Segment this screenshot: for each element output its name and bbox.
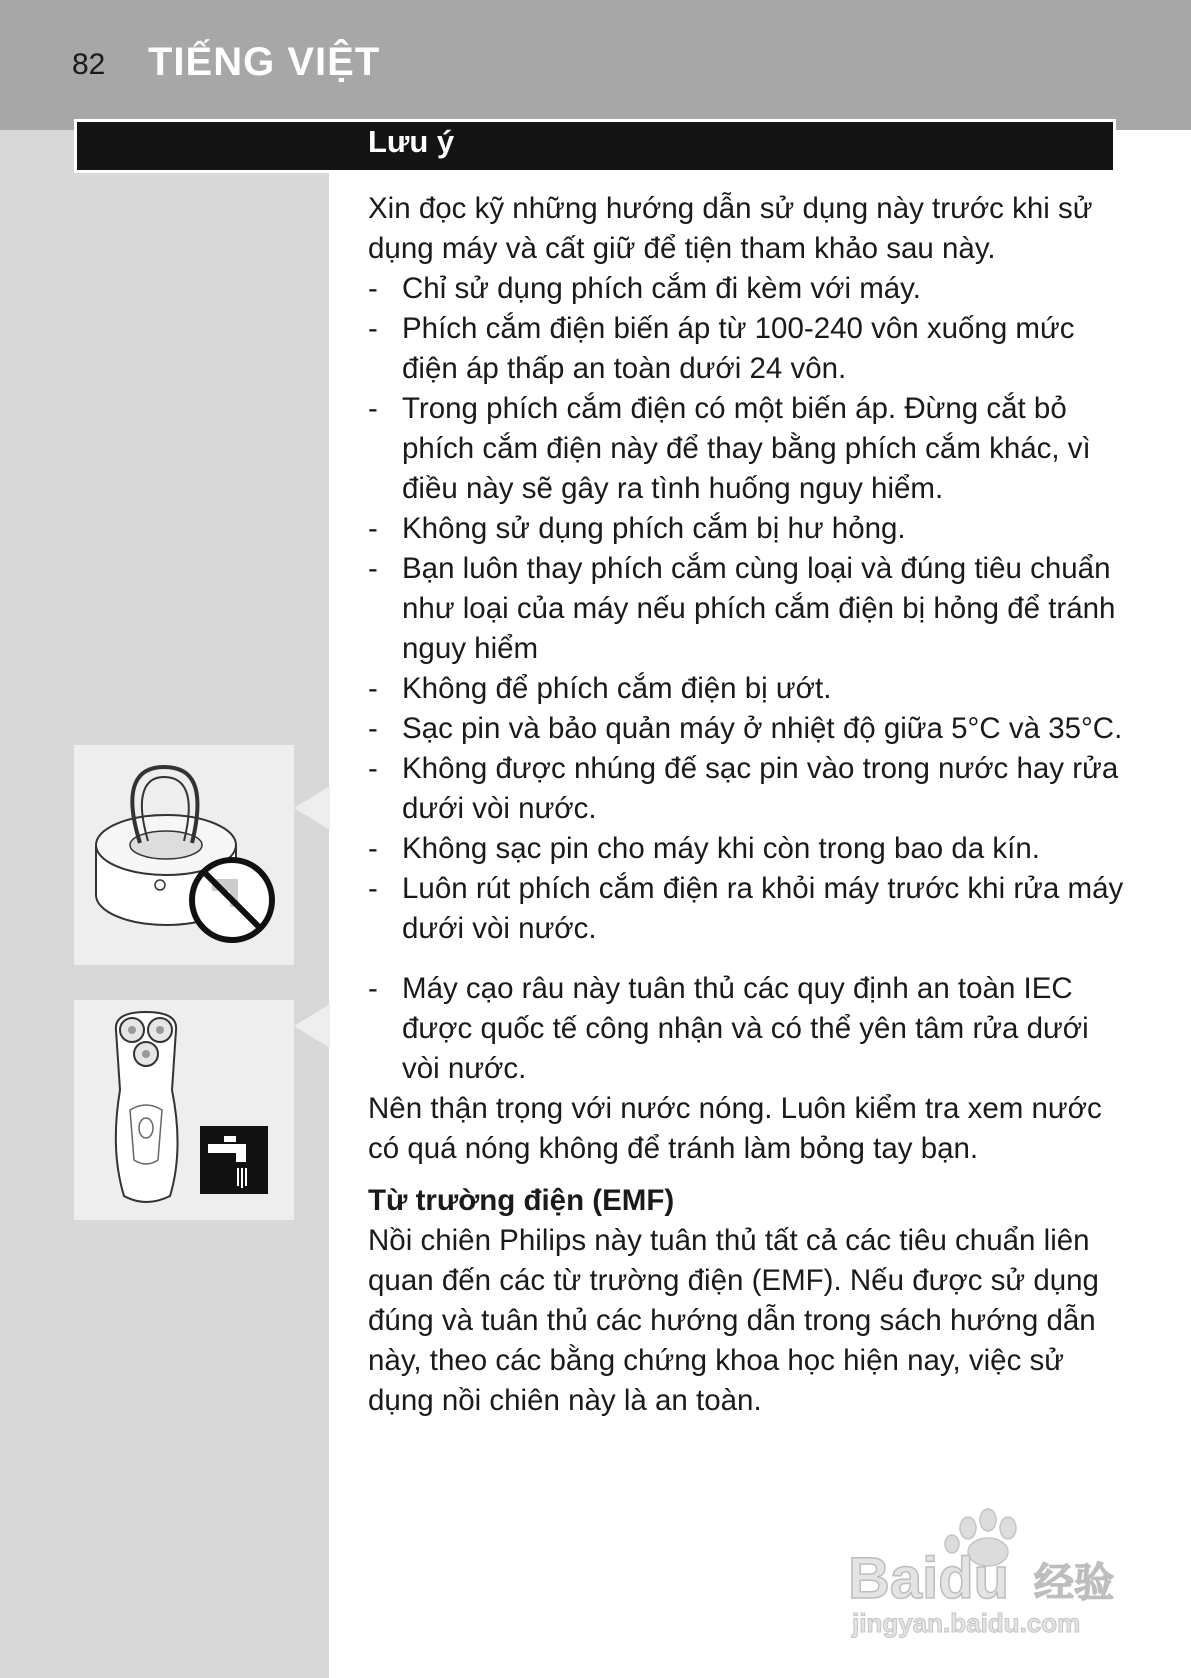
list-item: - Không để phích cắm điện bị ướt.: [368, 669, 1128, 709]
emf-paragraph: Nồi chiên Philips này tuân thủ tất cả các tiêu chuẩn liên quan đến các từ trường điện (EMF). Nếu được sử dụng đúng và tuân thủ các hướng dẫn trong sách hướng dẫn này, theo các bằng chứng khoa học hiện nay, việc sử dụng nồi chiên này là an toàn.: [368, 1224, 1099, 1417]
main-text: [368, 189, 1128, 1421]
list-item: - Máy cạo râu này tuân thủ các quy định an toàn IEC được quốc tế công nhận và có thể yên tâm rửa dưới vòi nước.: [368, 969, 1128, 1089]
list-item: - Sạc pin và bảo quản máy ở nhiệt độ giữa 5°C và 35°C.: [368, 709, 1128, 749]
list-item: - Không sử dụng phích cắm bị hư hỏng.: [368, 509, 1128, 549]
intro-paragraph: Xin đọc kỹ những hướng dẫn sử dụng này trước khi sử dụng máy và cất giữ để tiện tham khảo sau này.: [368, 192, 1093, 265]
shaver-washable-illustration: [74, 1000, 294, 1220]
tap-water-icon: [200, 1126, 268, 1194]
spacer: [368, 1169, 1128, 1181]
figure-charger-no-water: [74, 745, 294, 965]
no-water-icon: [192, 860, 272, 940]
list-item: - Phích cắm điện biến áp từ 100-240 vôn xuống mức điện áp thấp an toàn dưới 24 vôn.: [368, 309, 1128, 389]
list-item: - Trong phích cắm điện có một biến áp. Đừng cắt bỏ phích cắm điện này để thay bằng phích cắm khác, vì điều này sẽ gây ra tình huống nguy hiểm.: [368, 389, 1128, 509]
watermark-brand: Baidu: [848, 1546, 1010, 1611]
watermark-url: jingyan.baidu.com: [852, 1608, 1081, 1638]
emf-heading: Từ trường điện (EMF): [368, 1184, 675, 1217]
baidu-watermark: [848, 1500, 1138, 1640]
safety-list: [368, 269, 1128, 949]
watermark-cn: 经验: [1034, 1560, 1114, 1606]
page-number: 82: [72, 48, 106, 81]
figure-pointer: [294, 786, 330, 830]
list-item: - Không được nhúng đế sạc pin vào trong nước hay rửa dưới vòi nước.: [368, 749, 1128, 829]
figure-shaver-washable: [74, 1000, 294, 1220]
list-item: - Chỉ sử dụng phích cắm đi kèm với máy.: [368, 269, 1128, 309]
hot-water-note: Nên thận trọng với nước nóng. Luôn kiểm tra xem nước có quá nóng không để tránh làm bỏng tay bạn.: [368, 1092, 1102, 1165]
list-item: - Bạn luôn thay phích cắm cùng loại và đúng tiêu chuẩn như loại của máy nếu phích cắm điện bị hỏng để tránh nguy hiểm: [368, 549, 1128, 669]
section-title: Lưu ý: [368, 124, 455, 159]
spacer: [368, 949, 1128, 969]
list-item: - Không sạc pin cho máy khi còn trong bao da kín.: [368, 829, 1128, 869]
page-language-title: TIẾNG VIỆT: [148, 40, 381, 84]
list-item: - Luôn rút phích cắm điện ra khỏi máy trước khi rửa máy dưới vòi nước.: [368, 869, 1128, 949]
section-title-bar: [74, 119, 1116, 173]
figure-pointer: [294, 1004, 330, 1048]
washable-list: [368, 969, 1128, 1089]
charger-no-water-illustration: [74, 745, 294, 965]
